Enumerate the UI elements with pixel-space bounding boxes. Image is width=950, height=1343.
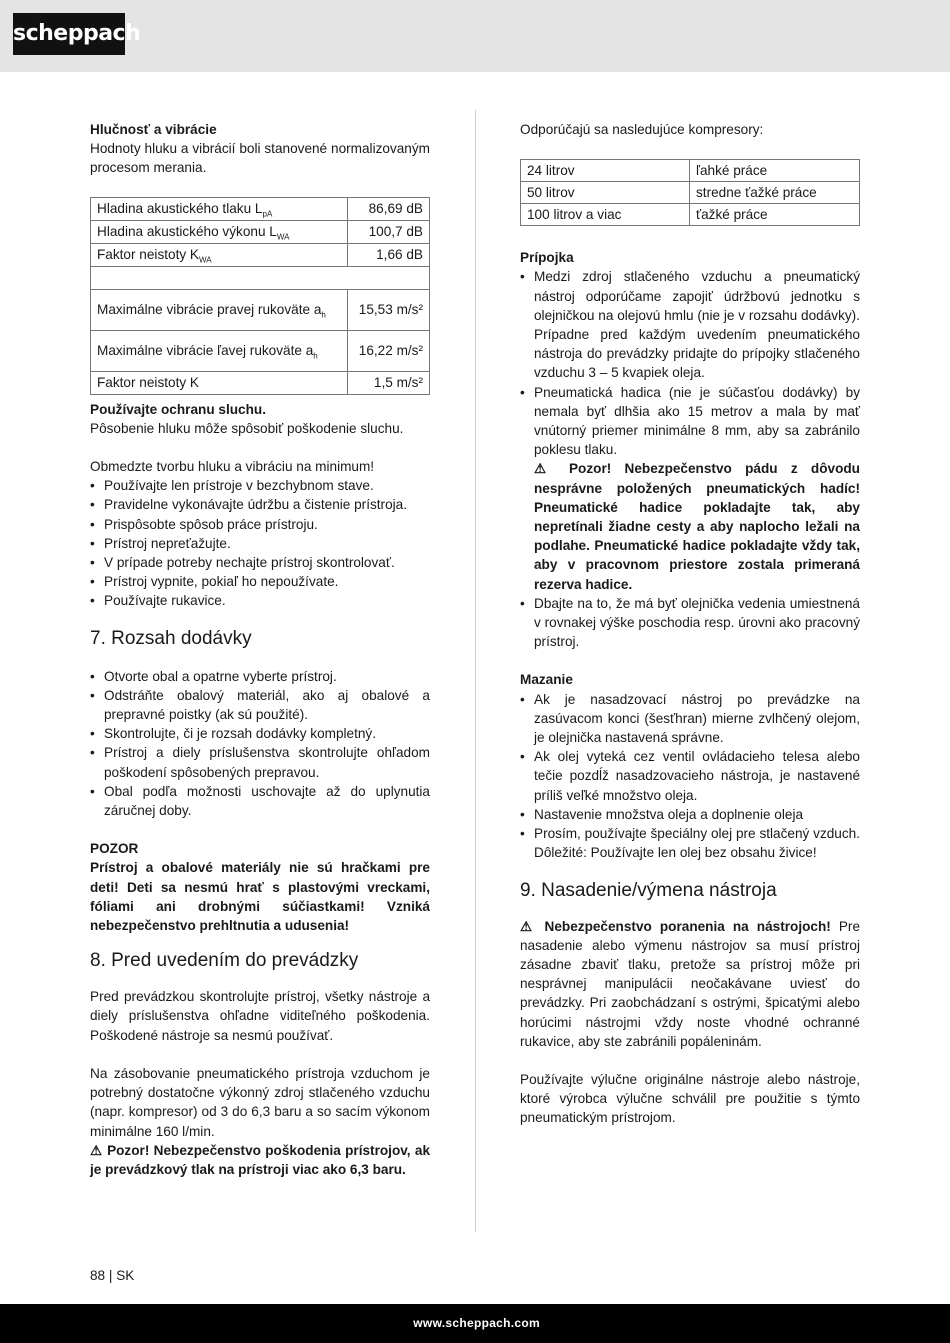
- table-cell: 86,69 dB: [347, 197, 429, 220]
- warning-icon: ⚠: [90, 1142, 103, 1158]
- table-cell: ľahké práce: [690, 160, 860, 182]
- pripojka-warning: ⚠ Pozor! Nebezpečenstvo pádu z dôvodu nesprávne položených pneumatických hadíc! Pneumatické hadice pokladajte tak, aby nepretínali žiadne cesty a aby naplocho ležali na podlahe. Pneumatické hadice pokladajte vždy tak, aby v pracovnom priestore zostala primeraná rezerva hadice.: [534, 461, 860, 592]
- list-item: • Používajte len prístroje v bezchybnom stave.: [90, 476, 430, 495]
- table-cell: 1,5 m/s²: [347, 371, 429, 394]
- list-item: • Otvorte obal a opatrne vyberte prístroj.: [90, 667, 430, 686]
- pripojka-list: [520, 267, 860, 651]
- table-row: [91, 371, 430, 394]
- section-9-paragraph-2: Používajte výlučne originálne nástroje alebo nástroje, ktoré výrobca výlučne schválil pre použitie s týmto pneumatickým prístrojom.: [520, 1071, 860, 1126]
- list-item: • Skontrolujte, či je rozsah dodávky kompletný.: [90, 724, 430, 743]
- table-row: [521, 160, 860, 182]
- list-item: • Používajte rukavice.: [90, 591, 430, 610]
- table-row: [91, 289, 430, 330]
- table-cell: stredne ťažké práce: [690, 182, 860, 204]
- list-item: • Prosím, používajte špeciálny olej pre stlačený vzduch. Dôležité: Používajte len olej bez obsahu živice!: [520, 824, 860, 862]
- noise-intro: Hodnoty hluku a vibrácií boli stanovené normalizovaným procesom merania.: [90, 141, 430, 176]
- column-divider: [475, 110, 476, 1232]
- list-item: • Pravidelne vykonávajte údržbu a čistenie prístroja.: [90, 495, 430, 514]
- right-column: [520, 120, 860, 1128]
- mazanie-title: Mazanie: [520, 672, 573, 688]
- footer-bar: [0, 1304, 950, 1343]
- table-row: [521, 182, 860, 204]
- list-item: • Dbajte na to, že má byť olejnička vedenia umiestnená v rovnakej výške poschodia resp. úrovni ako pracovný prístroj.: [520, 594, 860, 652]
- minimize-heading: Obmedzte tvorbu hluku a vibráciu na minimum!: [90, 459, 375, 475]
- brand-logo: scheppach: [13, 13, 125, 55]
- table-row: [91, 243, 430, 266]
- table-cell: 16,22 m/s²: [347, 330, 429, 371]
- list-item: • Pneumatická hadica (nie je súčasťou dodávky) by nemala byť dlhšia ako 15 metrov a mala by mať vnútorný priemer minimálne 8 mm, aby sa zabránilo poklesu tlaku. ⚠ Pozor! Nebezpečenstvo pádu z dôvodu nesprávne položených pneumatických hadíc! Pneumatické hadice pokladajte tak, aby nepretínali žiadne cesty a aby naplocho ležali na podlahe. Pneumatické hadice pokladajte vždy tak, aby v pracovnom priestore zostala primeraná rezerva hadice.: [520, 383, 860, 594]
- list-item: • Prístroj nepreťažujte.: [90, 534, 430, 553]
- list-item: • Prístroj vypnite, pokiaľ ho nepoužívate.: [90, 572, 430, 591]
- table-row-empty: [91, 266, 430, 289]
- header-bar: [0, 0, 950, 72]
- pozor-title: POZOR: [90, 841, 139, 857]
- table-cell: ťažké práce: [690, 204, 860, 226]
- table-cell: Maximálne vibrácie ľavej rukoväte $a_h$: [91, 330, 348, 371]
- footer-url[interactable]: www.scheppach.com: [413, 1316, 540, 1330]
- left-column: [90, 120, 430, 1179]
- noise-table: [90, 197, 430, 395]
- noise-title: Hlučnosť a vibrácie: [90, 122, 217, 137]
- page-number: 88 | SK: [90, 1268, 135, 1283]
- list-item: • Ak olej vyteká cez ventil ovládacieho telesa alebo tečie pozdĺž nasadzovacieho nástroja, je nastavené príliš veľké množstvo oleja.: [520, 747, 860, 805]
- table-row: [91, 220, 430, 243]
- list-item: • Odstráňte obalový materiál, ako aj obalové a prepravné poistky (ak sú použité).: [90, 686, 430, 724]
- minimize-list: [90, 476, 430, 610]
- warning-icon: ⚠: [534, 461, 556, 477]
- compressor-table: [520, 159, 860, 226]
- table-cell: Faktor neistoty K: [91, 371, 348, 394]
- table-cell: Hladina akustického tlaku $L_{pA}$: [91, 197, 348, 220]
- table-row: [91, 197, 430, 220]
- table-cell: 15,53 m/s²: [347, 289, 429, 330]
- section-8-paragraph-2: Na zásobovanie pneumatického prístroja vzduchom je potrebný dostatočne výkonný zdroj stlačeného vzduchu (napr. kompresor) od 3 do 6,3 baru a so sacím výkonom minimálne 160 l/min.: [90, 1065, 430, 1139]
- table-cell: 50 litrov: [521, 182, 690, 204]
- section-8-warning: ⚠ Pozor! Nebezpečenstvo poškodenia prístrojov, ak je prevádzkový tlak na prístroji viac ako 6,3 baru.: [90, 1142, 431, 1177]
- table-cell: 100 litrov a viac: [521, 204, 690, 226]
- section-9-title: 9. Nasadenie/výmena nástroja: [520, 879, 777, 901]
- hearing-protection-heading: Používajte ochranu sluchu.: [90, 401, 266, 417]
- list-item: • Ak je nasadzovací nástroj po prevádzke na zasúvacom konci (šesťhran) mierne zvlhčený olejom, je olejnička nastavená správne.: [520, 690, 860, 748]
- section-7-title: 7. Rozsah dodávky: [90, 627, 252, 649]
- mazanie-list: [520, 690, 860, 863]
- warning-icon: ⚠: [520, 918, 537, 934]
- table-row: [91, 330, 430, 371]
- table-cell: 100,7 dB: [347, 220, 429, 243]
- section-8-title: 8. Pred uvedením do prevádzky: [90, 950, 359, 972]
- list-item: • Prispôsobte spôsob práce prístroju.: [90, 515, 430, 534]
- pripojka-title: Prípojka: [520, 250, 574, 266]
- hearing-protection-text: Pôsobenie hluku môže spôsobiť poškodenie sluchu.: [90, 420, 404, 436]
- table-cell: 24 litrov: [521, 160, 690, 182]
- compressors-intro: Odporúčajú sa nasledujúce kompresory:: [520, 122, 764, 137]
- table-cell: [91, 266, 430, 289]
- list-item: • Obal podľa možnosti uschovajte až do uplynutia záručnej doby.: [90, 782, 430, 820]
- list-item: • Prístroj a diely príslušenstva skontrolujte ohľadom poškodení spôsobených prepravou.: [90, 743, 430, 781]
- list-item: • Medzi zdroj stlačeného vzduchu a pneumatický nástroj odporúčame zapojiť údržbovú jednotku s olejničkou na olejovú hmlu (nie je v rozsahu dodávky). Prípadne pred každým uvedením pneumatického nástroja do prevádzky pridajte do prípojky stlačeného vzduchu 3 – 5 kvapiek oleja.: [520, 267, 860, 382]
- table-row: [521, 204, 860, 226]
- section-8-paragraph-1: Pred prevádzkou skontrolujte prístroj, všetky nástroje a diely príslušenstva ohľadne viditeľného poškodenia. Poškodené nástroje sa nesmú používať.: [90, 989, 430, 1043]
- delivery-list: [90, 667, 430, 821]
- list-item: • V prípade potreby nechajte prístroj skontrolovať.: [90, 553, 430, 572]
- table-cell: Faktor neistoty $K_{WA}$: [91, 243, 348, 266]
- table-cell: 1,66 dB: [347, 243, 429, 266]
- table-cell: Hladina akustického výkonu $L_{WA}$: [91, 220, 348, 243]
- list-item: • Nastavenie množstva oleja a doplnenie oleja: [520, 805, 860, 824]
- pozor-text: Prístroj a obalové materiály nie sú hračkami pre deti! Deti sa nesmú hrať s plastovými vreckami, fóliami ani drobnými súčiastkami! Vzniká nebezpečenstvo prehltnutia a udusenia!: [90, 860, 430, 934]
- section-9-warning: ⚠ Nebezpečenstvo poranenia na nástrojoch! Pre nasadenie alebo výmenu nástrojov sa musí prístroj zásadne zbaviť tlaku, pretože sa prístroj môže pri nesprávnej manipulácii neočakávane uviesť do prevádzky. Pri zaobchádzaní s ostrými, špicatými alebo horúcimi nástrojmi vždy noste vhodné ochranné rukavice, aby ste zabránili popáleninám.: [520, 918, 861, 1049]
- table-cell: Maximálne vibrácie pravej rukoväte $a_h$: [91, 289, 348, 330]
